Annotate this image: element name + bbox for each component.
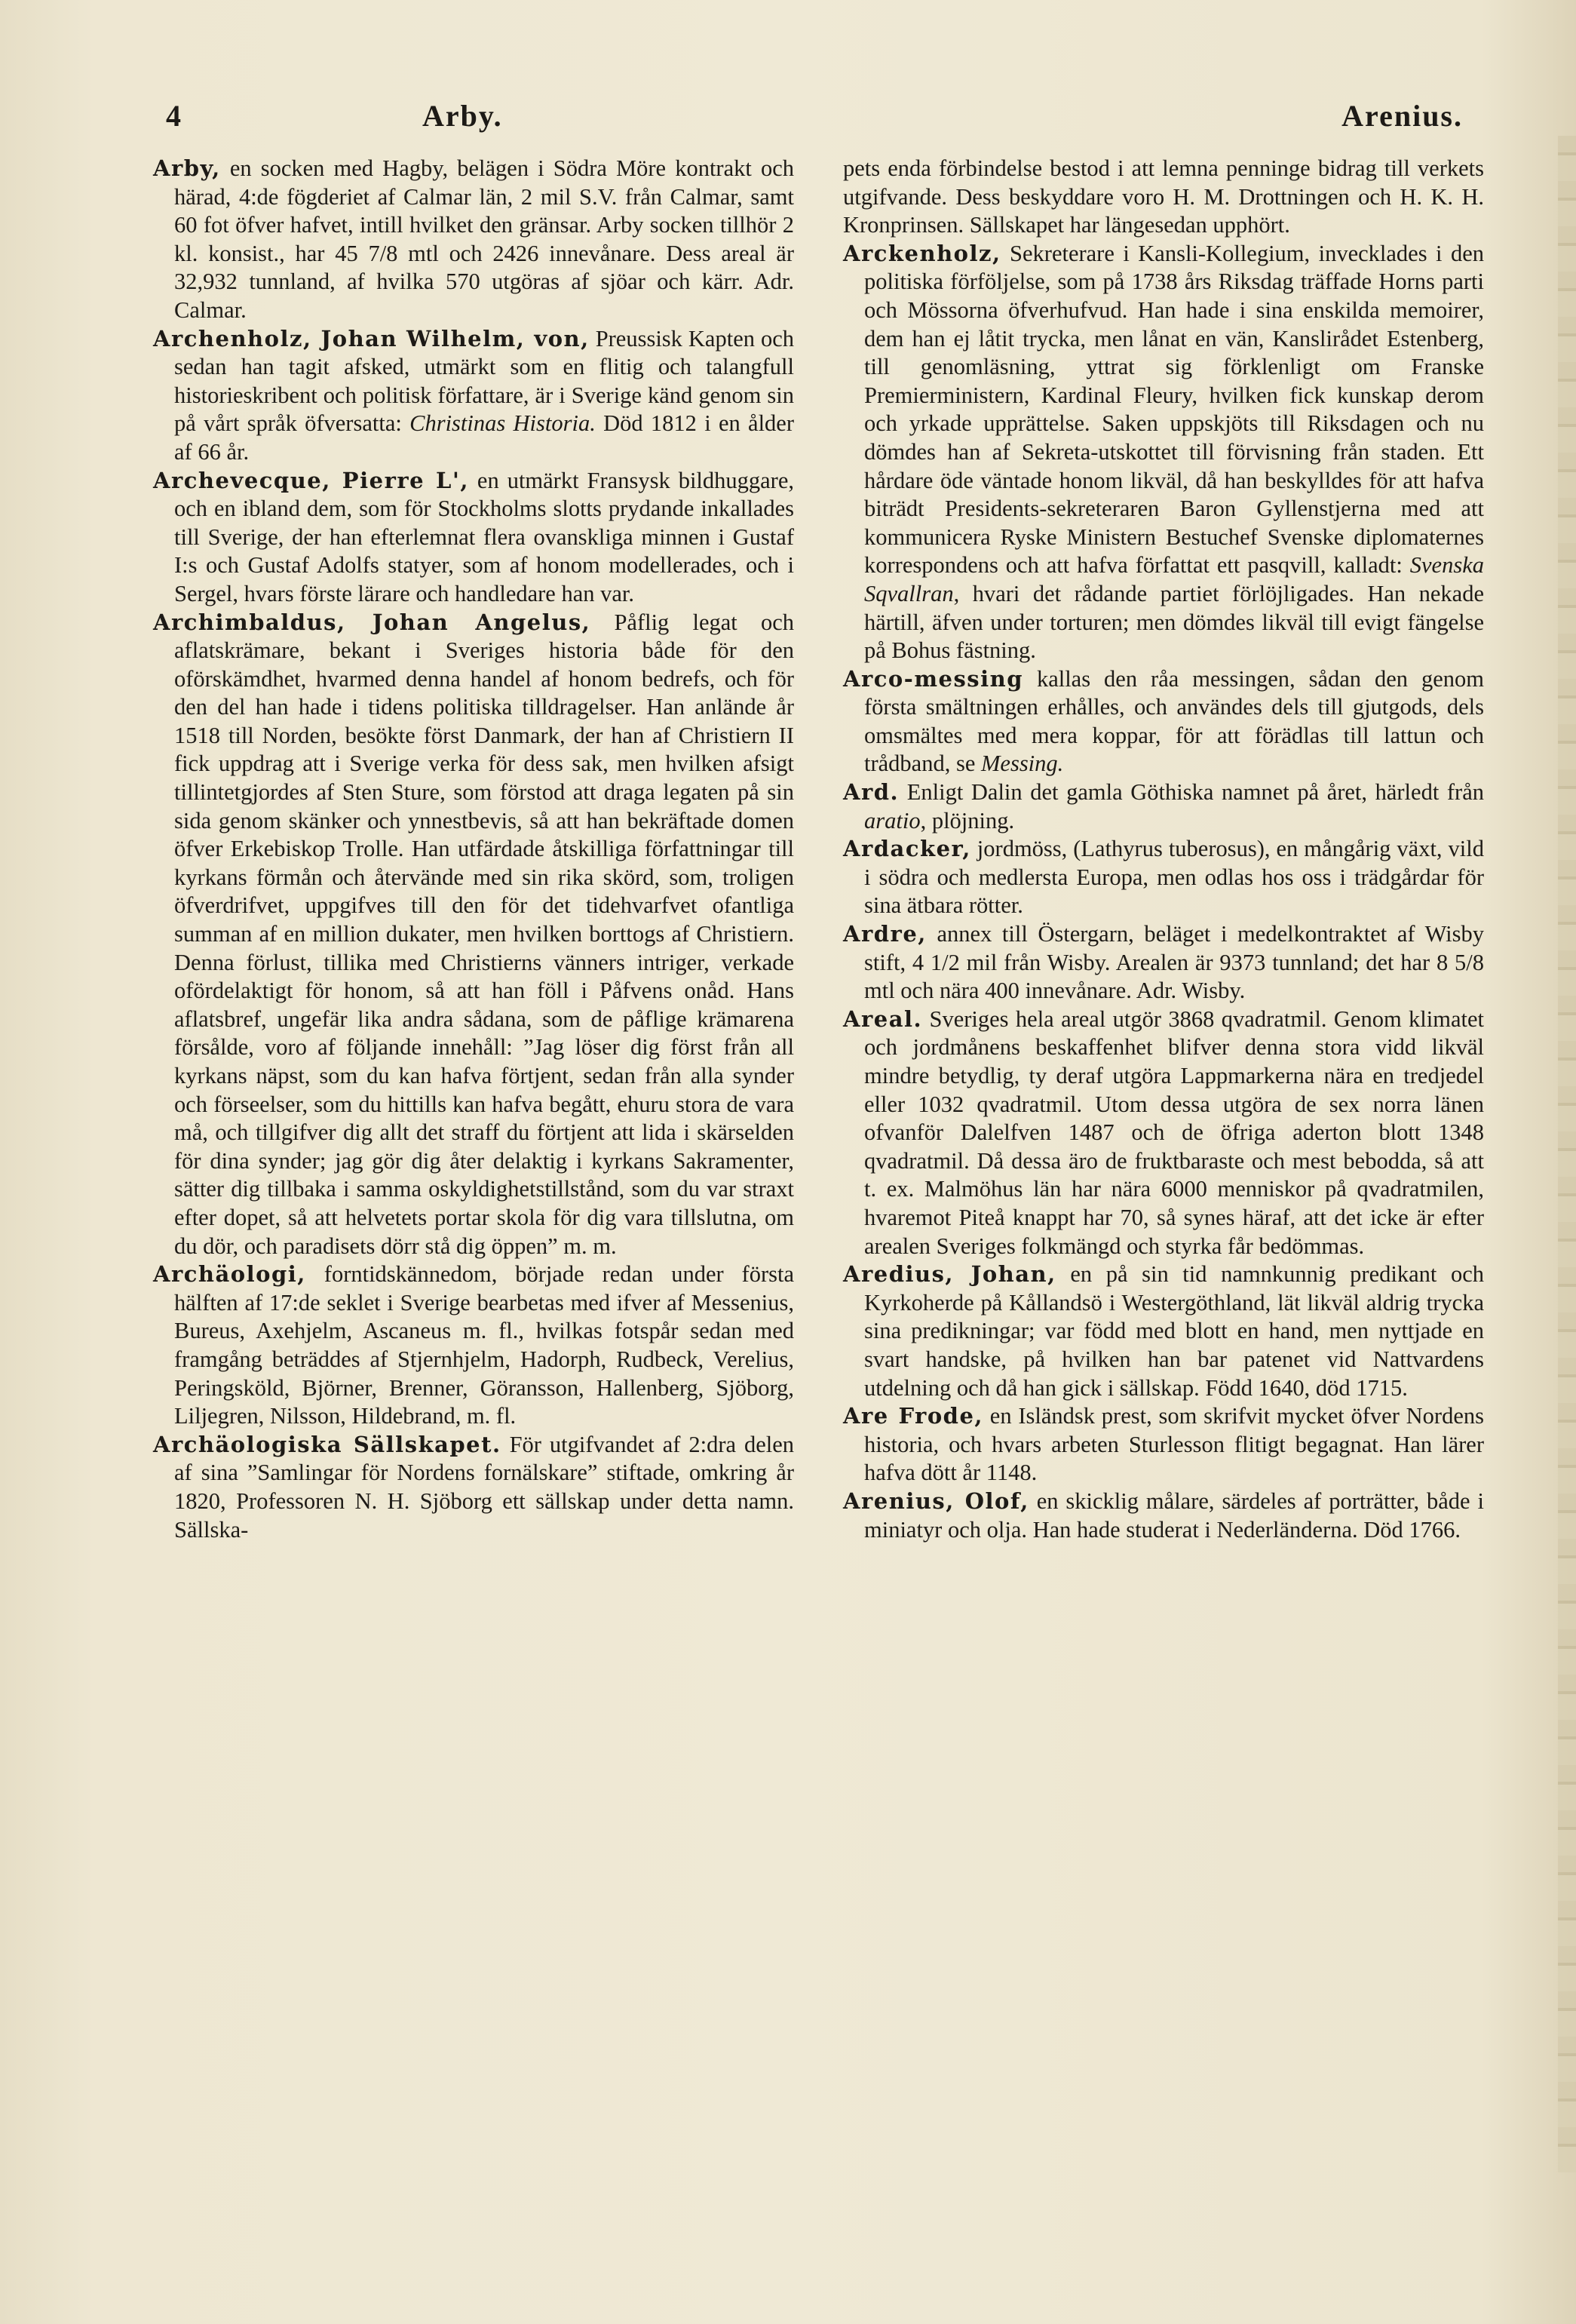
entry-archaologiska-sallskapet (153, 1431, 794, 1544)
entry-ardre (843, 920, 1484, 1005)
entry-italic: Svenska Sqvallran (864, 552, 1484, 606)
entry-text: Sekreterare i Kansli-Kollegium, invecklades i den politiska förföljelse, som på 1738 års Riksdag träffade Horns parti och Mössorna öfverhufvud. Han hade i sina enskilda memoirer, dem han ej låtit trycka, men lånat en vän, Kanslirådet Estenberg, till genomläsning, yttrat sig förklenligt om Franske Premierministern, Kardinal Fleury, hvilken fick kunskap derom och yrkade upprättelse. Saken uppskjöts till Riksdagen och nu dömdes han af Sekreta-utskottet till förvisning från staden. Ett hårdare öde väntade honom likväl, då han beskylldes för att hafva biträdt Presidents-sekreteraren Baron Gyllenstjerna med att kommunicera Ryske Ministern Bestuchef Svenske diplomaternes korrespondens och att hafva författat ett pasqvill, kalladt: (864, 240, 1484, 579)
entry-tail: , plöjning. (920, 807, 1015, 834)
entry-arby (153, 155, 794, 325)
page-number: 4 (166, 99, 181, 133)
entry-text: Påflig legat och aflatskrämare, bekant i Sveriges historia både för den oförskämdhet, hvarmed denna handel af honom bedrefs, och för den del han hade i tidens politiska tilldragelser. Han anlände år 1518 till Norden, besökte först Danmark, der han af Christiern II fick uppdrag att i Sverige verka för dess sak, men hvilken afsigt tillintetgjordes af Sten Sture, som förstod att draga legaten på sin sida genom skänker och ynnestbevis, så att han bekräftade domen öfver Erkebiskop Trolle. Han utfärdade åtskilliga författningar till kyrkans förmån och återvände med sin rika skörd, som, troligen öfverdrifvet, uppgifves till den för det tidehvarfvet ofantliga summan af en million dukater, men hvilken borttogs af Christiern. Denna förlust, tillika med Christierns vänners intriger, verkade ofördelaktigt för honom, så att han föll i Påfvens onåd. Hans aflatsbref, ungefär lika andra sådana, som de påflige krämarena försålde, voro af följande innehåll: ”Jag löser dig först från all kyrkans näpst, som du kan hafva förtjent, sedan från alla synder och förseelser, som du hittills kan hafva begått, ehuru stora de vara må, och tillgifver dig allt det straff du förtjent att lida i skärselden för dina synder; jag gör dig åter delaktig i kyrkans Sakramenter, sätter dig tillbaka i samma oskyldighetstillstånd, som du var straxt efter dopet, så att helvetets portar skola för dig vara tillslutna, om du dör, och paradisets dörr stå dig öppen” m. m. (174, 609, 794, 1259)
headword: Ardre, (843, 921, 927, 947)
entry-tail: , hvari det rådande partiet förlöjligades. Han nekade härtill, äfven under torturen; men dömdes likväl till evigt fängelse på Bohus fästning. (864, 580, 1484, 664)
entry-archimbaldus (153, 609, 794, 1261)
headword: Areal. (843, 1005, 923, 1032)
headword: Ard. (843, 779, 900, 806)
entry-are-frode (843, 1402, 1484, 1487)
entry-text: För utgifvandet af 2:dra delen af sina ”Samlingar för Nordens fornälskare” stiftade, omkring år 1820, Professoren N. H. Sjöborg ett sällskap under detta namn. Sällska- (174, 1431, 794, 1543)
entry-archevecque (153, 467, 794, 609)
headword: Archevecque, Pierre L', (153, 467, 469, 493)
entry-arckenholz (843, 240, 1484, 665)
running-header (166, 98, 1463, 143)
entry-text: pets enda förbindelse bestod i att lemna penninge bidrag till verkets utgifvande. Dess beskyddare voro H. M. Drottningen och H. K. H. Kronprinsen. Sällskapet har längesedan upphört. (843, 155, 1484, 238)
entry-areal (843, 1005, 1484, 1260)
entry-text: en skicklig målare, särdeles af porträtter, både i miniatyr och olja. Han hade studerat i Nederländerna. Död 1766. (864, 1487, 1484, 1543)
entry-aredius (843, 1260, 1484, 1402)
entry-italic: aratio (864, 807, 921, 834)
headword: Archenholz, Johan Wilhelm, von, (153, 325, 590, 352)
headword: Are Frode, (843, 1403, 984, 1429)
right-column (843, 155, 1484, 1544)
headword: Arckenholz, (843, 240, 1001, 266)
entry-text: jordmöss, (Lathyrus tuberosus), en mångårig växt, vild i södra och medlersta Europa, men odlas hos oss i trädgårdar för sina ätbara rötter. (864, 836, 1484, 919)
entry-archaologi (153, 1260, 794, 1431)
entry-text: kallas den råa messingen, sådan den genom första smältningen erhålles, och användes dels till gjutgods, dels omsmältes med mera koppar, för att förädlas till lattun och trådband, se (864, 665, 1484, 777)
entry-tail: Död 1812 i en ålder af 66 år. (174, 410, 794, 465)
headword: Arby, (153, 155, 221, 181)
entry-text: forntidskännedom, började redan under första hälften af 17:de seklet i Sverige bearbetas med ifver af Messenius, Bureus, Axehjelm, Ascaneus m. fl., hvilkas fotspår sedan med framgång beträddes af Stjernhjelm, Hadorph, Rudbeck, Verelius, Peringsköld, Björner, Brenner, Göransson, Hallenberg, Sjöborg, Liljegren, Nilsson, Hildebrand, m. fl. (174, 1261, 794, 1429)
headword: Aredius, Johan, (843, 1261, 1056, 1288)
entry-ardacker (843, 835, 1484, 920)
left-guide-word: Arby. (422, 99, 503, 133)
entry-ard (843, 778, 1484, 835)
entry-italic: Christinas Historia. (409, 410, 596, 437)
right-guide-word: Arenius. (1341, 99, 1463, 133)
entry-text: annex till Östergarn, beläget i medelkontraktet af Wisby stift, 4 1/2 mil från Wisby. Arealen är 9373 tunnland; det har 8 5/8 mtl och nära 400 innevånare. Adr. Wisby. (864, 921, 1484, 1004)
entry-text: Enligt Dalin det gamla Göthiska namnet på året, härledt från (899, 779, 1484, 806)
headword: Archimbaldus, Johan Angelus, (153, 609, 591, 635)
entry-text: en socken med Hagby, belägen i Södra Möre kontrakt och härad, 4:de fögderiet af Calmar län, 2 mil S.V. från Calmar, samt 60 fot öfver hafvet, intill hvilket den gränsar. Arby socken tillhör 2 kl. konsist., har 45 7/8 mtl och 2426 innevånare. Dess areal är 32,932 tunnland, af hvilka 570 utgöras af sjöar och kärr. Adr. Calmar. (174, 155, 794, 323)
headword: Ardacker, (843, 836, 971, 862)
entry-arenius (843, 1487, 1484, 1544)
headword: Arco-messing (843, 665, 1023, 692)
entry-text: en på sin tid namnkunnig predikant och Kyrkoherde på Kållandsö i Westergöthland, lät likväl aldrig trycka sina predikningar; var född med blott en hand, men nyttjade en svart handske, på hvilken han bar patenet vid Nattvardens utdelning och då han gick i sällskap. Född 1640, död 1715. (864, 1261, 1484, 1401)
headword: Archäologi, (153, 1261, 306, 1288)
headword: Arenius, Olof, (843, 1487, 1029, 1514)
page-edge (1558, 136, 1576, 2172)
left-column (153, 155, 794, 1544)
entry-continuation (843, 155, 1484, 240)
entry-text: en Isländsk prest, som skrifvit mycket öfver Nordens historia, och hvars arbeten Sturlesson flitigt begagnat. Han lärer hafva dött år 1148. (864, 1403, 1484, 1486)
entry-text: en utmärkt Fransysk bildhuggare, och en ibland dem, som för Stockholms slotts prydande inkallades till Sverige, der han efterlemnat flera ovanskliga minnen i Gustaf I:s och Gustaf Adolfs statyer, som af honom modellerades, och i Sergel, hvars förste lärare och handledare han var. (174, 467, 794, 606)
entry-italic: Messing. (981, 751, 1064, 777)
entry-arco-messing (843, 665, 1484, 778)
headword: Archäologiska Sällskapet. (153, 1431, 501, 1457)
entry-archenholz (153, 325, 794, 467)
entry-text: Preussisk Kapten och sedan han tagit afsked, utmärkt som en flitig och talangfull historieskribent och politisk författare, är i Sverige känd genom sin på vårt språk öfversatta: (174, 325, 794, 437)
entry-text: Sveriges hela areal utgör 3868 qvadratmil. Genom klimatet och jordmånens beskaffenhet blifver denna stora vidd likväl mindre betydlig, ty deraf utgöra Lappmarkerna nära en tredjedel eller 1032 qvadratmil. Utom dessa utgöra de sex norra länen ofvanför Dalelfven 1487 och de öfriga aderton blott 1348 qvadratmil. Då dessa äro de fruktbaraste och mest bebodda, så att t. ex. Malmöhus län har nära 6000 menniskor på qvadratmilen, hvaremot Piteå knappt har 70, så synes häraf, att det icke är efter arealen Sveriges folkmängd och styrka får bedömmas. (864, 1005, 1484, 1259)
